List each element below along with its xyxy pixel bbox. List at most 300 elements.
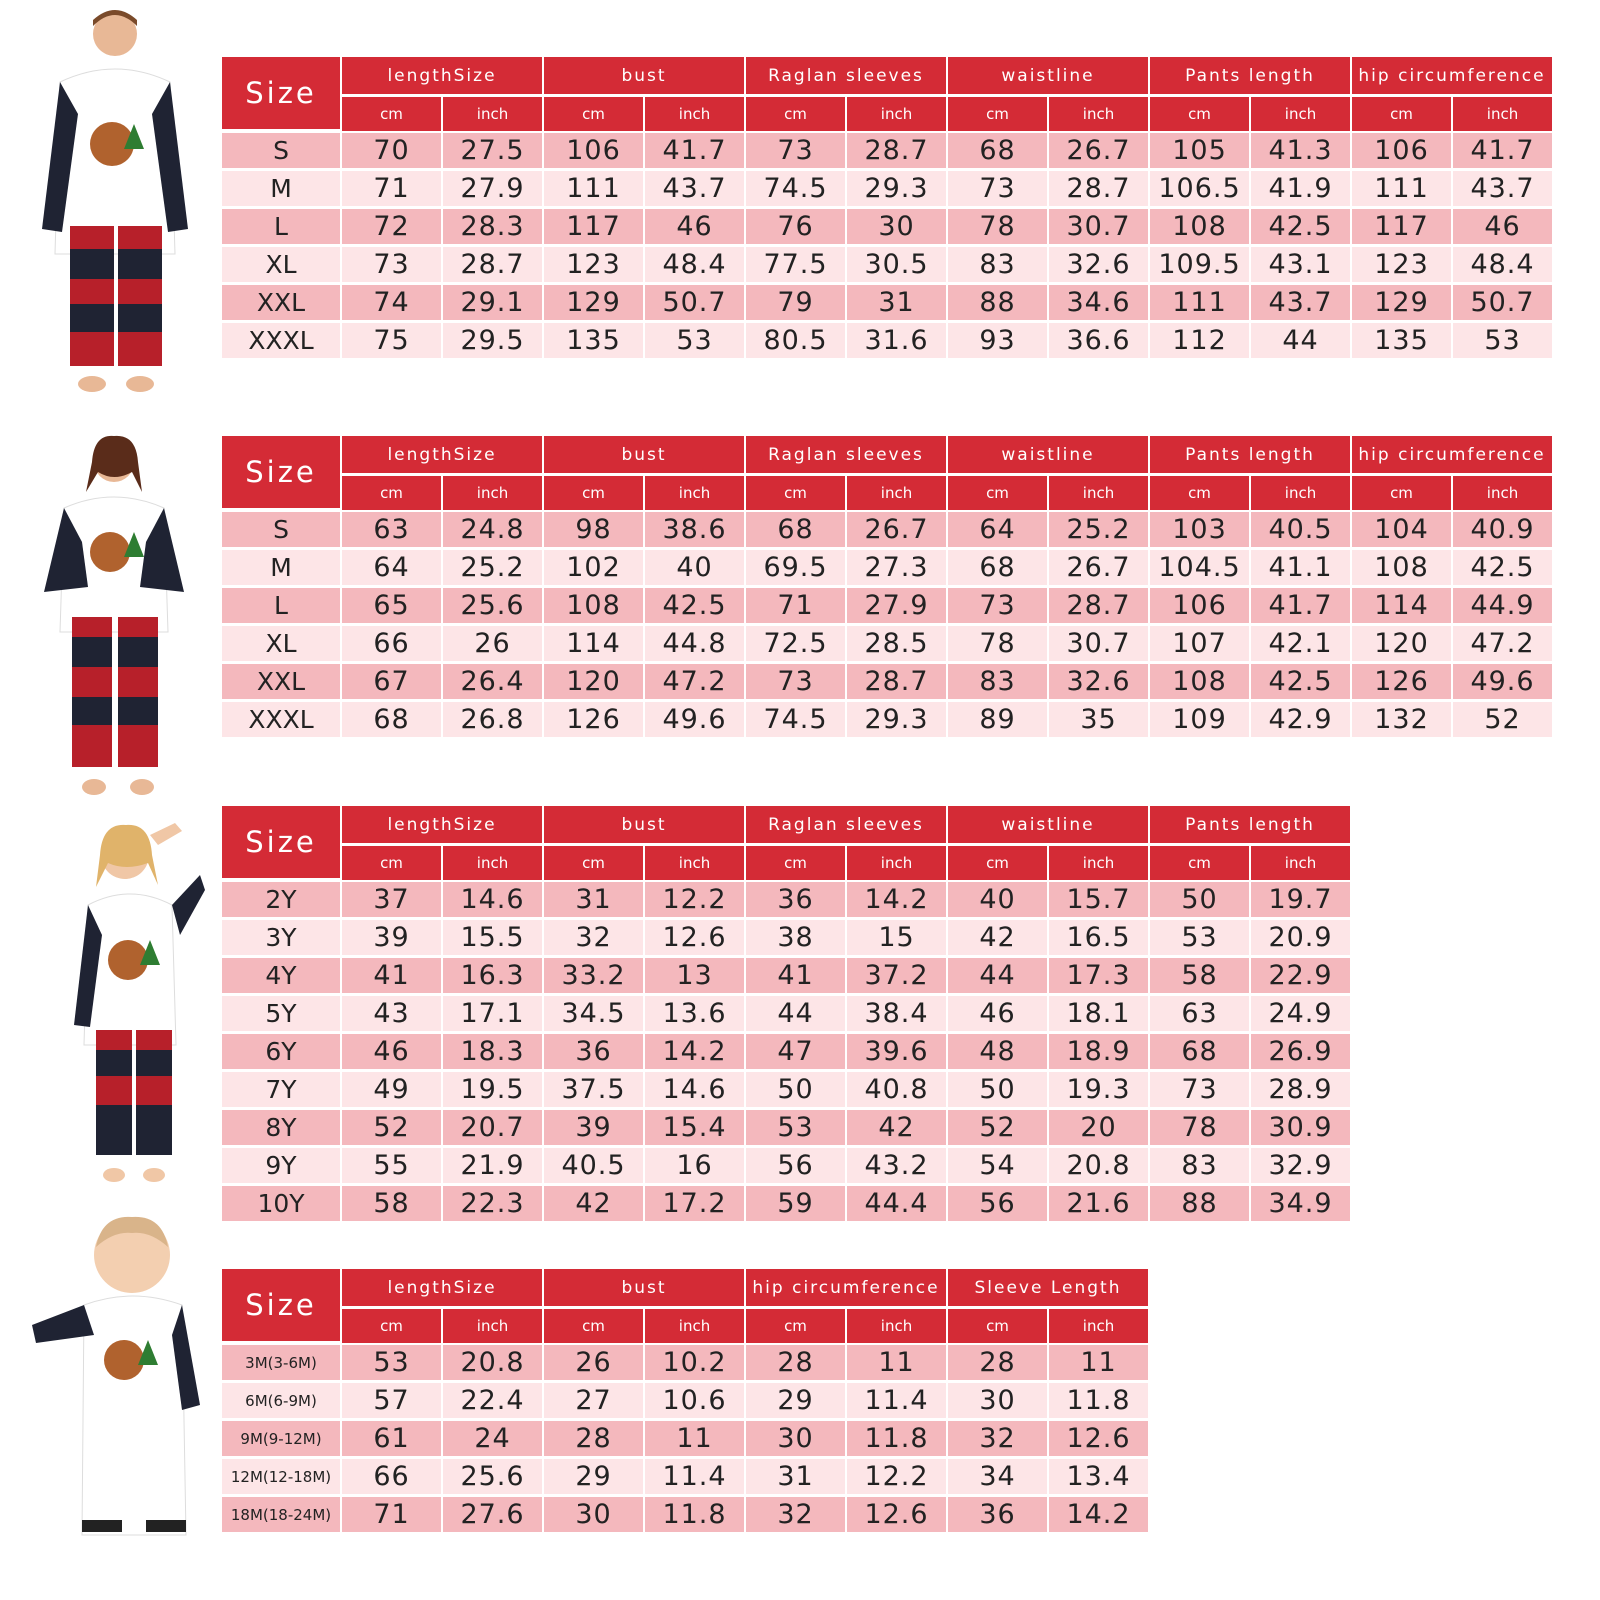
cm-value-cell: 117	[1352, 209, 1451, 247]
cm-value-cell: 78	[948, 209, 1047, 247]
cm-value-cell: 42	[544, 1186, 643, 1224]
inch-value-cell: 15.7	[1049, 882, 1148, 920]
cm-value-cell: 108	[544, 588, 643, 626]
inch-value-cell: 43.7	[645, 171, 744, 209]
cm-value-cell: 106	[544, 133, 643, 171]
unit-header-inch: inch	[645, 97, 744, 133]
inch-value-cell: 49.6	[1453, 664, 1552, 702]
cm-value-cell: 73	[746, 133, 845, 171]
inch-value-cell: 13.4	[1049, 1459, 1148, 1497]
size-label-cell: M	[222, 550, 340, 588]
inch-value-cell: 43.1	[1251, 247, 1350, 285]
cm-value-cell: 53	[746, 1110, 845, 1148]
inch-value-cell: 30.5	[847, 247, 946, 285]
cm-value-cell: 83	[1150, 1148, 1249, 1186]
inch-value-cell: 20.7	[443, 1110, 542, 1148]
inch-value-cell: 32.6	[1049, 247, 1148, 285]
cm-value-cell: 75	[342, 323, 441, 361]
cm-value-cell: 37.5	[544, 1072, 643, 1110]
inch-value-cell: 50.7	[645, 285, 744, 323]
cm-value-cell: 59	[746, 1186, 845, 1224]
inch-value-cell: 29.5	[443, 323, 542, 361]
cm-value-cell: 31	[544, 882, 643, 920]
table-row	[222, 1072, 1350, 1110]
inch-value-cell: 42	[847, 1110, 946, 1148]
cm-value-cell: 98	[544, 512, 643, 550]
inch-value-cell: 32.6	[1049, 664, 1148, 702]
inch-value-cell: 28.7	[847, 133, 946, 171]
cm-value-cell: 29	[544, 1459, 643, 1497]
inch-value-cell: 46	[1453, 209, 1552, 247]
column-group-header: lengthSize	[342, 1269, 542, 1309]
cm-value-cell: 32	[544, 920, 643, 958]
unit-header-inch: inch	[443, 476, 542, 512]
table-row	[222, 920, 1350, 958]
cm-value-cell: 67	[342, 664, 441, 702]
inch-value-cell: 11	[847, 1345, 946, 1383]
cm-value-cell: 36	[948, 1497, 1047, 1535]
cm-value-cell: 132	[1352, 702, 1451, 740]
unit-header-inch: inch	[443, 97, 542, 133]
cm-value-cell: 104.5	[1150, 550, 1249, 588]
table-row	[222, 664, 1552, 702]
inch-value-cell: 19.5	[443, 1072, 542, 1110]
inch-value-cell: 41.7	[645, 133, 744, 171]
size-label-cell: XXL	[222, 664, 340, 702]
inch-value-cell: 26.8	[443, 702, 542, 740]
cm-value-cell: 123	[544, 247, 643, 285]
cm-value-cell: 50	[746, 1072, 845, 1110]
unit-header-cm: cm	[746, 97, 845, 133]
cm-value-cell: 66	[342, 1459, 441, 1497]
inch-value-cell: 38.6	[645, 512, 744, 550]
size-label-cell: S	[222, 133, 340, 171]
column-group-header: hip circumference	[1352, 57, 1552, 97]
column-group-header: bust	[544, 57, 744, 97]
inch-value-cell: 41.9	[1251, 171, 1350, 209]
cm-value-cell: 42	[948, 920, 1047, 958]
cm-value-cell: 88	[948, 285, 1047, 323]
column-group-header: lengthSize	[342, 806, 542, 846]
inch-value-cell: 41.1	[1251, 550, 1350, 588]
cm-value-cell: 44	[948, 958, 1047, 996]
inch-value-cell: 28.5	[847, 626, 946, 664]
inch-value-cell: 48.4	[645, 247, 744, 285]
size-label-cell: 9M(9-12M)	[222, 1421, 340, 1459]
cm-value-cell: 73	[948, 588, 1047, 626]
column-group-header: hip circumference	[1352, 436, 1552, 476]
unit-header-cm: cm	[948, 846, 1047, 882]
cm-value-cell: 50	[1150, 882, 1249, 920]
size-label-cell: XXL	[222, 285, 340, 323]
inch-value-cell: 28.7	[1049, 171, 1148, 209]
inch-value-cell: 12.2	[847, 1459, 946, 1497]
inch-value-cell: 19.3	[1049, 1072, 1148, 1110]
cm-value-cell: 41	[342, 958, 441, 996]
unit-header-cm: cm	[948, 476, 1047, 512]
column-group-header: Raglan sleeves	[746, 57, 946, 97]
inch-value-cell: 29.1	[443, 285, 542, 323]
cm-value-cell: 58	[1150, 958, 1249, 996]
inch-value-cell: 50.7	[1453, 285, 1552, 323]
column-group-header: bust	[544, 806, 744, 846]
inch-value-cell: 22.3	[443, 1186, 542, 1224]
inch-value-cell: 28.7	[1049, 588, 1148, 626]
unit-header-cm: cm	[948, 1309, 1047, 1345]
table-row	[222, 1186, 1350, 1224]
inch-value-cell: 34.6	[1049, 285, 1148, 323]
cm-value-cell: 30	[746, 1421, 845, 1459]
unit-header-inch: inch	[847, 476, 946, 512]
inch-value-cell: 47.2	[1453, 626, 1552, 664]
inch-value-cell: 12.2	[645, 882, 744, 920]
size-header: Size	[222, 436, 340, 512]
size-label-cell: 9Y	[222, 1148, 340, 1186]
table-body	[222, 882, 1350, 1224]
cm-value-cell: 126	[544, 702, 643, 740]
inch-value-cell: 22.4	[443, 1383, 542, 1421]
table-body	[222, 1345, 1148, 1535]
size-header: Size	[222, 1269, 340, 1345]
size-label-cell: XL	[222, 626, 340, 664]
inch-value-cell: 11.4	[645, 1459, 744, 1497]
cm-value-cell: 61	[342, 1421, 441, 1459]
unit-header-inch: inch	[1251, 846, 1350, 882]
unit-header-cm: cm	[1150, 846, 1249, 882]
unit-header-cm: cm	[746, 846, 845, 882]
cm-value-cell: 73	[342, 247, 441, 285]
cm-value-cell: 28	[948, 1345, 1047, 1383]
inch-value-cell: 24	[443, 1421, 542, 1459]
inch-value-cell: 41.3	[1251, 133, 1350, 171]
inch-value-cell: 44.4	[847, 1186, 946, 1224]
cm-value-cell: 76	[746, 209, 845, 247]
unit-header-cm: cm	[342, 846, 441, 882]
inch-value-cell: 17.1	[443, 996, 542, 1034]
inch-value-cell: 10.2	[645, 1345, 744, 1383]
unit-header-cm: cm	[342, 97, 441, 133]
table-row	[222, 996, 1350, 1034]
cm-value-cell: 39	[342, 920, 441, 958]
cm-value-cell: 30	[948, 1383, 1047, 1421]
man-pajama-figure	[40, 4, 190, 399]
inch-value-cell: 36.6	[1049, 323, 1148, 361]
cm-value-cell: 135	[544, 323, 643, 361]
cm-value-cell: 83	[948, 664, 1047, 702]
inch-value-cell: 15	[847, 920, 946, 958]
cm-value-cell: 129	[1352, 285, 1451, 323]
cm-value-cell: 69.5	[746, 550, 845, 588]
cm-value-cell: 36	[544, 1034, 643, 1072]
unit-header-cm: cm	[544, 1309, 643, 1345]
inch-value-cell: 20	[1049, 1110, 1148, 1148]
cm-value-cell: 135	[1352, 323, 1451, 361]
size-label-cell: 7Y	[222, 1072, 340, 1110]
cm-value-cell: 63	[1150, 996, 1249, 1034]
cm-value-cell: 52	[948, 1110, 1047, 1148]
table-row	[222, 209, 1552, 247]
inch-value-cell: 28.3	[443, 209, 542, 247]
inch-value-cell: 31	[847, 285, 946, 323]
inch-value-cell: 24.9	[1251, 996, 1350, 1034]
cm-value-cell: 33.2	[544, 958, 643, 996]
unit-header-inch: inch	[645, 476, 744, 512]
size-label-cell: M	[222, 171, 340, 209]
size-label-cell: 8Y	[222, 1110, 340, 1148]
inch-value-cell: 17.2	[645, 1186, 744, 1224]
cm-value-cell: 88	[1150, 1186, 1249, 1224]
inch-value-cell: 48.4	[1453, 247, 1552, 285]
inch-value-cell: 53	[645, 323, 744, 361]
unit-header-cm: cm	[1352, 97, 1451, 133]
inch-value-cell: 20.8	[443, 1345, 542, 1383]
cm-value-cell: 26	[544, 1345, 643, 1383]
table-row	[222, 1421, 1148, 1459]
table-row	[222, 171, 1552, 209]
table-row	[222, 1148, 1350, 1186]
inch-value-cell: 11.8	[1049, 1383, 1148, 1421]
cm-value-cell: 44	[746, 996, 845, 1034]
inch-value-cell: 34.9	[1251, 1186, 1350, 1224]
unit-header-inch: inch	[1453, 476, 1552, 512]
cm-value-cell: 104	[1352, 512, 1451, 550]
size-label-cell: 12M(12-18M)	[222, 1459, 340, 1497]
table-row	[222, 133, 1552, 171]
cm-value-cell: 112	[1150, 323, 1249, 361]
table-body	[222, 133, 1552, 361]
cm-value-cell: 63	[342, 512, 441, 550]
column-group-header: hip circumference	[746, 1269, 946, 1309]
cm-value-cell: 41	[746, 958, 845, 996]
cm-value-cell: 72.5	[746, 626, 845, 664]
size-label-cell: L	[222, 209, 340, 247]
cm-value-cell: 108	[1150, 209, 1249, 247]
cm-value-cell: 47	[746, 1034, 845, 1072]
size-table-women	[220, 436, 1554, 740]
cm-value-cell: 30	[544, 1497, 643, 1535]
column-group-header: Raglan sleeves	[746, 806, 946, 846]
cm-value-cell: 79	[746, 285, 845, 323]
inch-value-cell: 28.7	[847, 664, 946, 702]
cm-value-cell: 114	[544, 626, 643, 664]
table-row	[222, 882, 1350, 920]
inch-value-cell: 11.4	[847, 1383, 946, 1421]
inch-value-cell: 46	[645, 209, 744, 247]
cm-value-cell: 111	[1352, 171, 1451, 209]
inch-value-cell: 27.9	[443, 171, 542, 209]
cm-value-cell: 109.5	[1150, 247, 1249, 285]
cm-value-cell: 68	[948, 550, 1047, 588]
cm-value-cell: 103	[1150, 512, 1249, 550]
inch-value-cell: 37.2	[847, 958, 946, 996]
size-label-cell: 18M(18-24M)	[222, 1497, 340, 1535]
inch-value-cell: 25.6	[443, 1459, 542, 1497]
size-table-baby	[220, 1269, 1150, 1535]
column-group-header: Pants length	[1150, 57, 1350, 97]
table-row	[222, 702, 1552, 740]
column-group-header: waistline	[948, 57, 1148, 97]
inch-value-cell: 15.5	[443, 920, 542, 958]
cm-value-cell: 66	[342, 626, 441, 664]
cm-value-cell: 68	[948, 133, 1047, 171]
column-group-header: lengthSize	[342, 436, 542, 476]
inch-value-cell: 42.5	[1251, 209, 1350, 247]
cm-value-cell: 53	[1150, 920, 1249, 958]
cm-value-cell: 105	[1150, 133, 1249, 171]
inch-value-cell: 18.9	[1049, 1034, 1148, 1072]
inch-value-cell: 28.7	[443, 247, 542, 285]
inch-value-cell: 14.2	[847, 882, 946, 920]
inch-value-cell: 26	[443, 626, 542, 664]
inch-value-cell: 22.9	[1251, 958, 1350, 996]
inch-value-cell: 43.7	[1453, 171, 1552, 209]
inch-value-cell: 18.1	[1049, 996, 1148, 1034]
cm-value-cell: 72	[342, 209, 441, 247]
column-group-header: lengthSize	[342, 57, 542, 97]
inch-value-cell: 47.2	[645, 664, 744, 702]
inch-value-cell: 27.3	[847, 550, 946, 588]
unit-header-inch: inch	[1049, 476, 1148, 512]
unit-header-cm: cm	[746, 476, 845, 512]
cm-value-cell: 27	[544, 1383, 643, 1421]
cm-value-cell: 56	[948, 1186, 1047, 1224]
cm-value-cell: 68	[1150, 1034, 1249, 1072]
unit-header-cm: cm	[1150, 97, 1249, 133]
cm-value-cell: 78	[948, 626, 1047, 664]
cm-value-cell: 36	[746, 882, 845, 920]
inch-value-cell: 42.1	[1251, 626, 1350, 664]
inch-value-cell: 44.9	[1453, 588, 1552, 626]
cm-value-cell: 46	[948, 996, 1047, 1034]
size-label-cell: XXXL	[222, 323, 340, 361]
cm-value-cell: 34.5	[544, 996, 643, 1034]
inch-value-cell: 11	[645, 1421, 744, 1459]
inch-value-cell: 14.6	[443, 882, 542, 920]
inch-value-cell: 44.8	[645, 626, 744, 664]
inch-value-cell: 25.6	[443, 588, 542, 626]
cm-value-cell: 89	[948, 702, 1047, 740]
cm-value-cell: 37	[342, 882, 441, 920]
cm-value-cell: 102	[544, 550, 643, 588]
table-row	[222, 1345, 1148, 1383]
size-label-cell: 3M(3-6M)	[222, 1345, 340, 1383]
cm-value-cell: 71	[342, 1497, 441, 1535]
inch-value-cell: 35	[1049, 702, 1148, 740]
inch-value-cell: 42.5	[1453, 550, 1552, 588]
column-group-header: waistline	[948, 436, 1148, 476]
inch-value-cell: 28.9	[1251, 1072, 1350, 1110]
cm-value-cell: 52	[342, 1110, 441, 1148]
size-label-cell: S	[222, 512, 340, 550]
inch-value-cell: 40	[645, 550, 744, 588]
unit-header-inch: inch	[847, 846, 946, 882]
size-label-cell: 5Y	[222, 996, 340, 1034]
cm-value-cell: 123	[1352, 247, 1451, 285]
inch-value-cell: 30.7	[1049, 209, 1148, 247]
size-label-cell: XL	[222, 247, 340, 285]
table-row	[222, 1034, 1350, 1072]
cm-value-cell: 73	[948, 171, 1047, 209]
inch-value-cell: 44	[1251, 323, 1350, 361]
inch-value-cell: 26.7	[1049, 133, 1148, 171]
size-label-cell: 6M(6-9M)	[222, 1383, 340, 1421]
cm-value-cell: 73	[1150, 1072, 1249, 1110]
inch-value-cell: 42.5	[645, 588, 744, 626]
inch-value-cell: 43.2	[847, 1148, 946, 1186]
table-body	[222, 512, 1552, 740]
inch-value-cell: 41.7	[1251, 588, 1350, 626]
cm-value-cell: 43	[342, 996, 441, 1034]
cm-value-cell: 56	[746, 1148, 845, 1186]
inch-value-cell: 16.5	[1049, 920, 1148, 958]
cm-value-cell: 74.5	[746, 171, 845, 209]
inch-value-cell: 17.3	[1049, 958, 1148, 996]
column-group-header: Raglan sleeves	[746, 436, 946, 476]
cm-value-cell: 64	[948, 512, 1047, 550]
inch-value-cell: 42.5	[1251, 664, 1350, 702]
inch-value-cell: 42.9	[1251, 702, 1350, 740]
size-label-cell: XXXL	[222, 702, 340, 740]
table-row	[222, 1497, 1148, 1535]
cm-value-cell: 120	[1352, 626, 1451, 664]
inch-value-cell: 31.6	[847, 323, 946, 361]
inch-value-cell: 18.3	[443, 1034, 542, 1072]
cm-value-cell: 83	[948, 247, 1047, 285]
cm-value-cell: 111	[544, 171, 643, 209]
table-row	[222, 512, 1552, 550]
unit-header-cm: cm	[342, 1309, 441, 1345]
size-table-kids	[220, 806, 1352, 1224]
cm-value-cell: 126	[1352, 664, 1451, 702]
cm-value-cell: 54	[948, 1148, 1047, 1186]
unit-header-inch: inch	[645, 846, 744, 882]
cm-value-cell: 129	[544, 285, 643, 323]
cm-value-cell: 28	[746, 1345, 845, 1383]
unit-header-cm: cm	[746, 1309, 845, 1345]
inch-value-cell: 40.8	[847, 1072, 946, 1110]
inch-value-cell: 27.9	[847, 588, 946, 626]
size-label-cell: 3Y	[222, 920, 340, 958]
table-row	[222, 285, 1552, 323]
cm-value-cell: 40.5	[544, 1148, 643, 1186]
size-label-cell: 6Y	[222, 1034, 340, 1072]
cm-value-cell: 78	[1150, 1110, 1249, 1148]
cm-value-cell: 31	[746, 1459, 845, 1497]
cm-value-cell: 40	[948, 882, 1047, 920]
inch-value-cell: 39.6	[847, 1034, 946, 1072]
inch-value-cell: 32.9	[1251, 1148, 1350, 1186]
cm-value-cell: 65	[342, 588, 441, 626]
unit-header-inch: inch	[443, 1309, 542, 1345]
inch-value-cell: 11	[1049, 1345, 1148, 1383]
table-row	[222, 1110, 1350, 1148]
cm-value-cell: 73	[746, 664, 845, 702]
inch-value-cell: 14.2	[1049, 1497, 1148, 1535]
inch-value-cell: 13	[645, 958, 744, 996]
inch-value-cell: 14.6	[645, 1072, 744, 1110]
inch-value-cell: 26.7	[847, 512, 946, 550]
inch-value-cell: 38.4	[847, 996, 946, 1034]
cm-value-cell: 48	[948, 1034, 1047, 1072]
inch-value-cell: 12.6	[645, 920, 744, 958]
unit-header-inch: inch	[847, 97, 946, 133]
inch-value-cell: 30.9	[1251, 1110, 1350, 1148]
cm-value-cell: 71	[342, 171, 441, 209]
baby-romper-figure	[22, 1205, 207, 1550]
cm-value-cell: 34	[948, 1459, 1047, 1497]
inch-value-cell: 27.5	[443, 133, 542, 171]
cm-value-cell: 58	[342, 1186, 441, 1224]
